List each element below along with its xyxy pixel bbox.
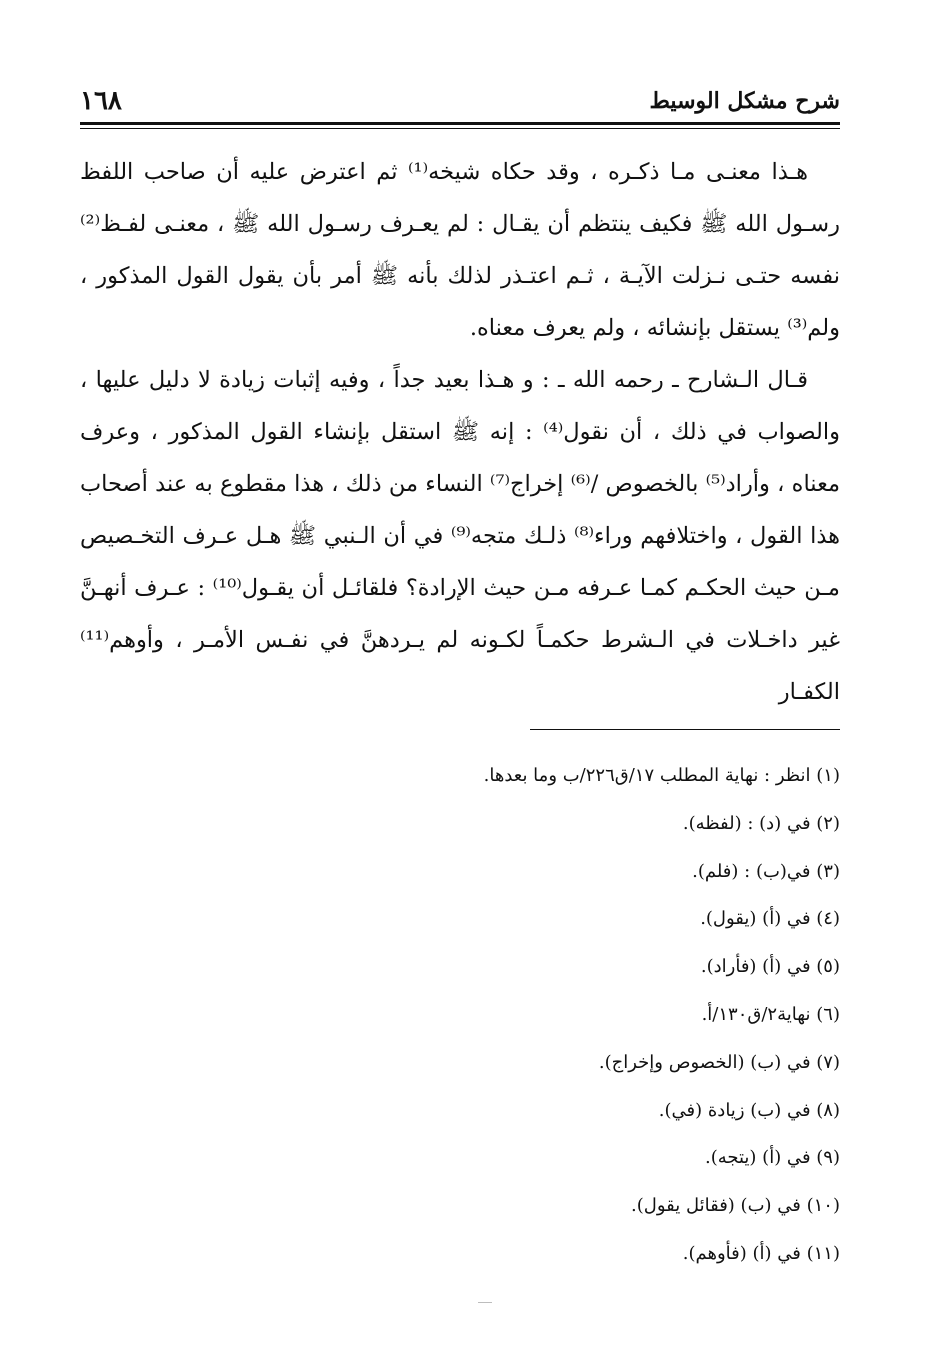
footnote-3: (٣) في(ب) : (فلم). bbox=[692, 860, 840, 882]
scan-mark bbox=[478, 1302, 492, 1303]
footnote-10: (١٠) في (ب) (فقائل يقول). bbox=[631, 1195, 840, 1217]
footnote-5: (٥) في (أ) (فأراد). bbox=[700, 956, 840, 978]
footnote-7: (٧) في (ب) (الخصوص وإخراج). bbox=[598, 1051, 840, 1073]
header-rule-thick bbox=[80, 122, 840, 125]
footnote-4: (٤) في (أ) (يقول). bbox=[700, 908, 840, 930]
body-paragraph-2: قـال الـشارح ـ رحمه الله ـ : و هـذا بعيد جداً ، وفيه إثبات زيادة لا دليل عليها ، والصواب في ذلك ، أن نقول⁽⁴⁾ : إنه ﷺ استقل بإنشاء القول المذكور ، وعرف معناه ، وأراد⁽⁵⁾ بالخصوص /⁽⁶⁾ إخراج⁽⁷⁾ النساء من ذلك ، هذا مقطوع به عند أصحاب هذا القول ، واختلافهم وراء⁽⁸⁾ ذلـك متجه⁽⁹⁾ في أن الـنبي ﷺ هـل عـرف التخـصيص مـن حيث الحكـم كمـا عـرفه مـن حيث الإرادة؟ فلقائـل أن يقـول⁽¹⁰⁾ : عـرف أنهـنَّ غير داخـلات في الـشرط حكمـاً لكـونه لم يـردهنَّ في نفـس الأمـر ، وأوهم⁽¹¹⁾ الكفـار bbox=[80, 367, 841, 705]
main-text bbox=[80, 146, 840, 718]
footnote-9: (٩) في (أ) (يتجه). bbox=[704, 1147, 840, 1169]
footnote-8: (٨) في (ب) زيادة (في). bbox=[658, 1099, 840, 1121]
footnotes-list bbox=[80, 752, 840, 1278]
footnote-2: (٢) في (د) : (لفظه). bbox=[682, 812, 840, 834]
page-number: ١٦٨ bbox=[80, 86, 122, 116]
page-header bbox=[80, 84, 840, 120]
footnote-divider bbox=[530, 729, 840, 730]
footnote-1: (١) انظر : نهاية المطلب ١٧/ق٢٢٦/ب وما بعدها. bbox=[483, 765, 840, 786]
footnote-11: (١١) في (أ) (فأوهم). bbox=[682, 1242, 840, 1264]
header-rule-thin bbox=[80, 128, 840, 129]
footnote-6: (٦) نهاية٢/ق١٣٠/أ. bbox=[701, 1003, 840, 1025]
running-title: شرح مشكل الوسيط bbox=[649, 88, 840, 114]
body-paragraph-1: هـذا معنـى مـا ذكـره ، وقد حكاه شيخه⁽¹⁾ ثم اعترض عليه أن صاحب اللفظ رسـول الله ﷺ فكيف ينتظم أن يقـال : لم يعـرف رسـول الله ﷺ ، معنـى لفـظ⁽²⁾ نفسه حتـى نـزلت الآيـة ، ثـم اعتـذر لذلك بأنه ﷺ أمر بأن يقول القول المذكور ، ولم⁽³⁾ يستقل بإنشائه ، ولم يعرف معناه. bbox=[80, 159, 840, 341]
